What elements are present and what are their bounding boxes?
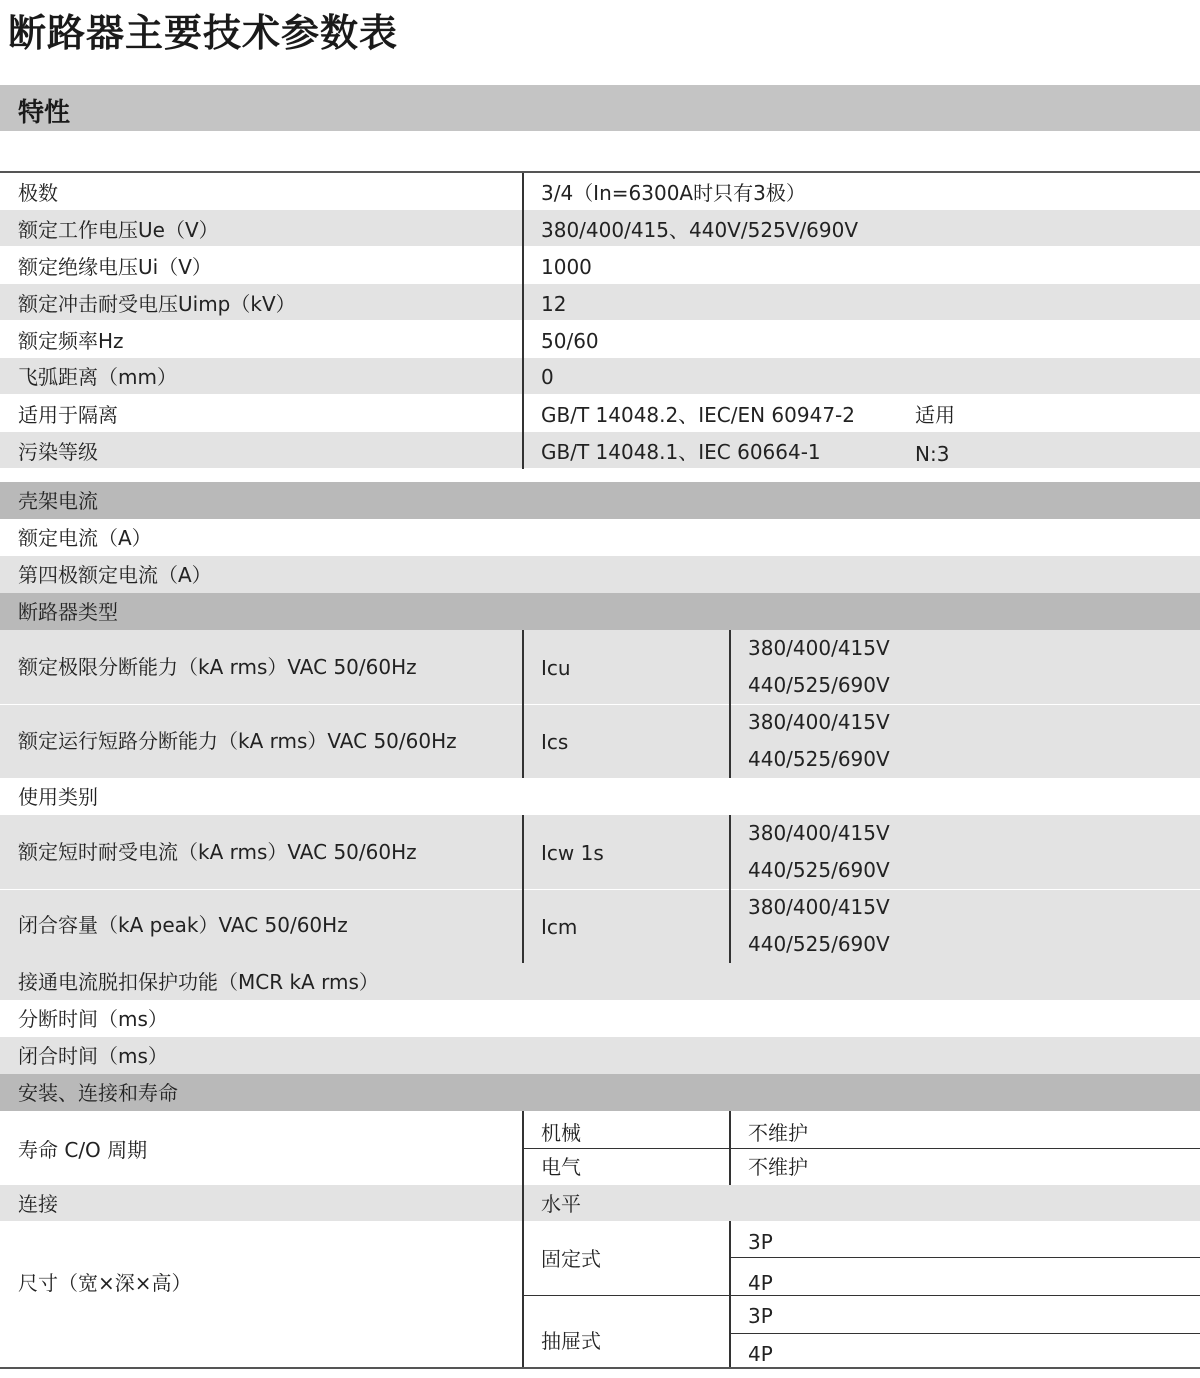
cell-rule — [522, 1295, 1200, 1296]
cell-rule — [522, 1148, 1200, 1149]
row-label: 污染等级 — [18, 440, 98, 464]
row-extra: N:3 — [915, 442, 950, 466]
row-label: 寿命 C/O 周期 — [18, 1138, 148, 1162]
row-bg-arc — [0, 358, 1200, 394]
row-label: 壳架电流 — [18, 489, 98, 513]
column-divider — [729, 630, 731, 778]
page-title: 断路器主要技术参数表 — [8, 11, 399, 55]
row-label: 额定频率Hz — [18, 329, 124, 353]
row-value: 1000 — [541, 255, 592, 279]
row-value: 水平 — [541, 1192, 581, 1216]
column-divider — [522, 815, 524, 963]
row-separator — [0, 704, 1200, 705]
row-label: 连接 — [18, 1192, 58, 1216]
voltage-value: 380/400/415V — [748, 895, 890, 919]
row-symbol: Icw 1s — [541, 841, 604, 865]
column-divider — [522, 173, 524, 469]
row-label: 额定电流（A） — [18, 526, 152, 550]
voltage-value: 380/400/415V — [748, 710, 890, 734]
row-label: 极数 — [18, 181, 58, 205]
pole-option: 4P — [748, 1271, 773, 1295]
life-value: 不维护 — [748, 1155, 808, 1179]
pole-option: 3P — [748, 1304, 773, 1328]
row-bg-frame — [0, 482, 1200, 519]
row-label: 适用于隔离 — [18, 403, 118, 427]
cell-rule — [730, 1257, 1200, 1258]
row-label: 闭合时间（ms） — [18, 1044, 168, 1068]
cell-rule — [730, 1333, 1200, 1334]
voltage-value: 440/525/690V — [748, 932, 890, 956]
table-bottom-rule — [0, 1367, 1200, 1369]
pole-option: 4P — [748, 1342, 773, 1366]
row-label: 飞弧距离（mm） — [18, 365, 177, 389]
row-bg-close-time — [0, 1037, 1200, 1074]
voltage-value: 440/525/690V — [748, 747, 890, 771]
row-value: 0 — [541, 365, 554, 389]
row-label: 使用类别 — [18, 785, 98, 809]
life-type: 机械 — [541, 1121, 581, 1145]
voltage-value: 380/400/415V — [748, 636, 890, 660]
row-label: 额定运行短路分断能力（kA rms）VAC 50/60Hz — [18, 729, 457, 753]
life-value: 不维护 — [748, 1121, 808, 1145]
mount-type: 固定式 — [541, 1247, 601, 1271]
voltage-value: 380/400/415V — [748, 821, 890, 845]
row-bg-connection — [0, 1185, 1200, 1221]
row-label: 接通电流脱扣保护功能（MCR kA rms） — [18, 970, 379, 994]
row-label: 额定冲击耐受电压Uimp（kV） — [18, 292, 296, 316]
row-symbol: Icm — [541, 915, 578, 939]
pole-option: 3P — [748, 1230, 773, 1254]
row-value: 380/400/415、440V/525V/690V — [541, 218, 859, 242]
row-label: 额定极限分断能力（kA rms）VAC 50/60Hz — [18, 655, 417, 679]
row-label: 断路器类型 — [18, 600, 118, 624]
voltage-value: 440/525/690V — [748, 673, 890, 697]
section-label: 特性 — [18, 98, 71, 128]
mount-type: 抽屉式 — [541, 1329, 601, 1353]
row-value: 12 — [541, 292, 567, 316]
row-label: 闭合容量（kA peak）VAC 50/60Hz — [18, 913, 348, 937]
row-label: 额定绝缘电压Ui（V） — [18, 255, 212, 279]
row-extra: 适用 — [915, 403, 955, 427]
life-type: 电气 — [541, 1155, 581, 1179]
voltage-value: 440/525/690V — [748, 858, 890, 882]
row-bg-breaker-type — [0, 593, 1200, 630]
row-label: 第四极额定电流（A） — [18, 563, 212, 587]
row-symbol: Ics — [541, 730, 569, 754]
column-divider — [522, 630, 524, 778]
row-label: 额定工作电压Ue（V） — [18, 218, 219, 242]
row-label: 分断时间（ms） — [18, 1007, 168, 1031]
row-separator — [0, 889, 1200, 890]
column-divider — [522, 1111, 524, 1368]
row-symbol: Icu — [541, 656, 571, 680]
row-label: 安装、连接和寿命 — [18, 1081, 178, 1105]
table-top-rule — [0, 171, 1200, 173]
row-value: GB/T 14048.2、IEC/EN 60947-2 — [541, 403, 855, 427]
row-label: 额定短时耐受电流（kA rms）VAC 50/60Hz — [18, 840, 417, 864]
row-label: 尺寸（宽×深×高） — [18, 1271, 192, 1295]
row-value: 50/60 — [541, 329, 599, 353]
row-bg-install — [0, 1074, 1200, 1111]
column-divider — [729, 815, 731, 963]
row-value: 3/4（In=6300A时只有3极） — [541, 181, 806, 205]
row-value: GB/T 14048.1、IEC 60664-1 — [541, 440, 821, 464]
section-header — [0, 85, 1200, 131]
